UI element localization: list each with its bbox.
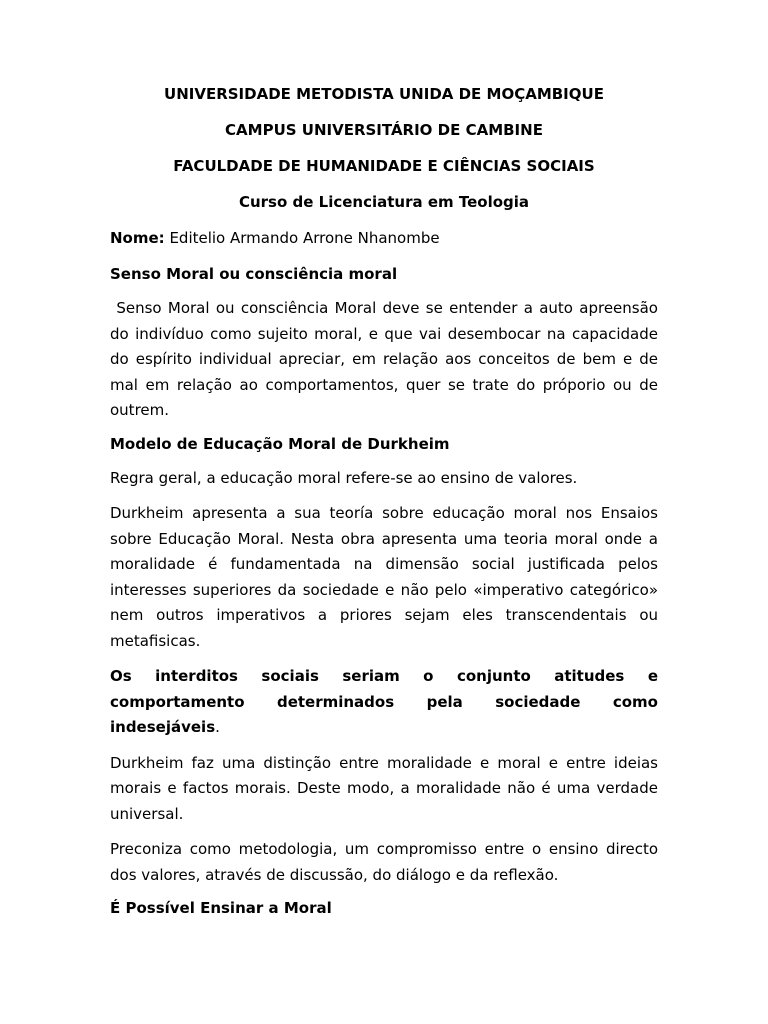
campus-heading: CAMPUS UNIVERSITÁRIO DE CAMBINE xyxy=(225,121,543,139)
senso-moral-paragraph: Senso Moral ou consciência Moral deve se entender a auto apreensão do indivíduo como sujeito moral, e que vai desembocar na capacidade do espírito individual apreciar, em relação aos conceitos de bem e de mal em relação ao comportamentos, quer se trate do próporio ou de outrem. xyxy=(110,299,663,419)
interditos-period: . xyxy=(215,718,220,736)
interditos-paragraph xyxy=(110,664,658,741)
modelo-durkheim-title: Modelo de Educação Moral de Durkheim xyxy=(110,434,450,453)
student-name-line xyxy=(110,228,658,248)
durkheim-theory-paragraph: Durkheim apresenta a sua teoría sobre educação moral nos Ensaios sobre Educação Moral. Nesta obra apresenta uma teoria moral onde a moralidade é fundamentada na dimensão social justificada pelos interesses superiores da sociedade e não pelo «imperativo categórico» nem outros imperativos a priores sejam eles transcendentais ou metafisicas. xyxy=(110,504,658,650)
university-heading: UNIVERSIDADE METODISTA UNIDA DE MOÇAMBIQUE xyxy=(164,85,604,103)
interditos-bold-text: Os interditos sociais seriam o conjunto atitudes e comportamento determinados pela sociedade como indesejáveis xyxy=(110,667,658,736)
faculty-heading: FACULDADE DE HUMANIDADE E CIÊNCIAS SOCIAIS xyxy=(173,157,595,175)
regra-geral-paragraph: Regra geral, a educação moral refere-se ao ensino de valores. xyxy=(110,468,578,487)
ensinar-moral-title: É Possível Ensinar a Moral xyxy=(110,899,332,917)
preconiza-paragraph: Preconiza como metodologia, um compromisso entre o ensino directo dos valores, através de discussão, do diálogo e da reflexão. xyxy=(110,840,658,884)
course-heading: Curso de Licenciatura em Teologia xyxy=(238,193,530,211)
distincao-paragraph: Durkheim faz uma distinção entre moralidade e moral e entre ideias morais e factos morais. Deste modo, a moralidade não é uma verdade universal. xyxy=(110,753,658,823)
senso-moral-title: Senso Moral ou consciência moral xyxy=(110,265,398,283)
name-label: Nome: xyxy=(110,229,165,247)
student-name: Editelio Armando Arrone Nhanombe xyxy=(164,229,440,247)
